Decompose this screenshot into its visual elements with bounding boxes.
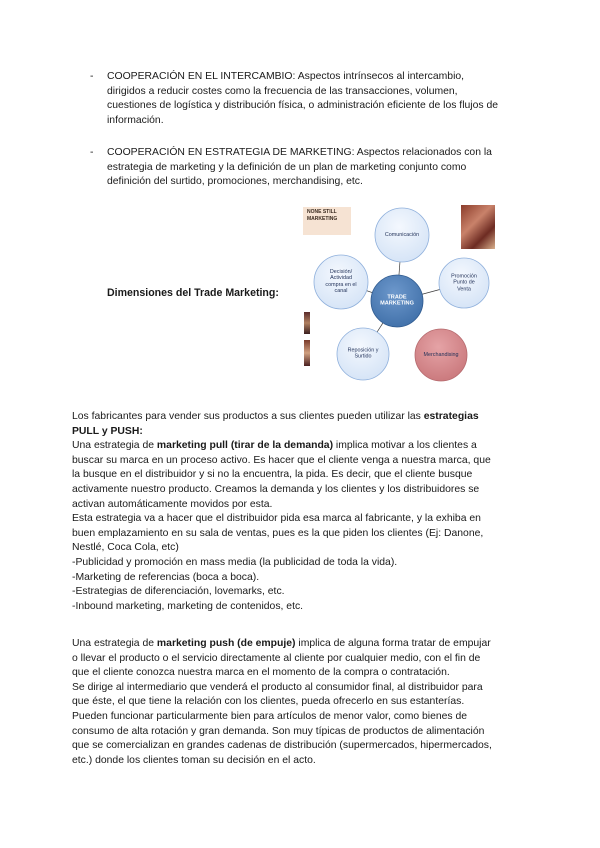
text-run: la busque en el distribuidor y si no la encuentra, la pida. Es decir, que el cliente busque [72, 469, 473, 481]
text-run: o llevar el producto o el servicio directamente al cliente por cualquier medio, con el fin de [72, 652, 481, 664]
paragraph-line [72, 512, 528, 527]
bullet-item-estrategia [90, 146, 530, 190]
paragraph-line [72, 571, 528, 586]
text-run: buen emplazamiento en su sala de ventas, pues es la que piden los clientes (Ej: Danone, [72, 527, 484, 539]
text-run: activan automáticamente movidos por esta. [72, 498, 273, 510]
text-run: -Marketing de referencias (boca a boca). [72, 571, 260, 583]
text-run: activamente nuestro producto. Creamos la demanda y los clientes y los distribuidores se [72, 483, 480, 495]
text-run: consumo de alta rotación y gran demanda. Son muy típicas de productos de alimentación [72, 725, 485, 737]
bullet-line: definición del surtido, promociones, merchandising, etc. [107, 176, 363, 188]
paragraph-line [72, 710, 528, 725]
text-run: que el cliente conozca nuestra marca en el momento de la compra o contratación. [72, 667, 450, 679]
paragraph-line [72, 410, 528, 425]
paragraph-line [72, 585, 528, 600]
trade-marketing-diagram [300, 200, 530, 390]
text-run: Una estrategia de [72, 638, 157, 649]
paragraph-line [72, 483, 528, 498]
paragraph-line [72, 637, 528, 652]
paragraph-line [72, 652, 528, 667]
paragraph-line [72, 541, 528, 556]
bold-text: marketing pull (tirar de la demanda) [156, 440, 334, 452]
text-run: etc.) donde los clientes toman su decisión en el acto. [72, 754, 316, 766]
text-run: implica motivar a los clientes a [333, 440, 477, 452]
bullet-dash: - [90, 147, 94, 158]
text-run: Una estrategia de [72, 440, 157, 452]
node-label-reposicion: Reposición y Surtido [347, 347, 379, 360]
bullet-line: información. [107, 114, 164, 126]
sticker-line: NONE STILL [307, 209, 337, 215]
bullet-item-intercambio [90, 70, 530, 128]
paragraph-line [72, 468, 528, 483]
text-run: que éste, el que tiene la relación con los clientes, pueda ofrecerlo en sus estanterías. [72, 696, 465, 708]
paragraph-line [72, 739, 528, 754]
bold-text: estrategias [423, 411, 479, 422]
paragraph-line [72, 556, 528, 571]
text-run: Se dirige al intermediario que venderá el producto al consumidor final, al distribuidor para [72, 681, 483, 693]
paragraph-line [72, 527, 528, 542]
text-run: Los fabricantes para vender sus productos a sus clientes pueden utilizar las [72, 411, 424, 422]
text-run: Esta estrategia va a hacer que el distribuidor pida esa marca al fabricante, y la exhiba en [72, 513, 481, 525]
node-label-center: TRADE MARKETING [380, 294, 414, 307]
text-run: -Inbound marketing, marketing de contenidos, etc. [72, 600, 304, 612]
text-run: que se comercializan en grandes cadenas de distribución (supermercados, hipermercados, [72, 740, 492, 752]
paragraph-push [72, 637, 528, 768]
bullet-line: COOPERACIÓN EN ESTRATEGIA DE MARKETING: Aspectos relacionados con la [107, 147, 492, 158]
paragraph-line [72, 666, 528, 681]
paragraph-line [72, 454, 528, 469]
text-run: Nestlé, Coca Cola, etc) [72, 542, 179, 554]
bullet-line: dirigidos a reducir costes como la frecuencia de las transacciones, volumen, [107, 85, 458, 97]
paragraph-line [72, 695, 528, 710]
text-run: -Publicidad y promoción en mass media (la publicidad de toda la vida). [72, 556, 398, 568]
bullet-line: estrategia de marketing y la definición de un plan de marketing conjunto como [107, 161, 467, 173]
bold-text: PULL y PUSH: [72, 425, 143, 437]
diagram-caption: Dimensiones del Trade Marketing: [107, 287, 279, 299]
bold-text: marketing push (de empuje) [156, 638, 296, 649]
node-label-merchandising: Merchandising [423, 351, 459, 358]
paragraph-line [72, 725, 528, 740]
paragraph-line [72, 439, 528, 454]
bullet-dash: - [90, 71, 94, 82]
paragraph-line [72, 681, 528, 696]
bullet-line: COOPERACIÓN EN EL INTERCAMBIO: Aspectos intrínsecos al intercambio, [107, 71, 465, 82]
paragraph-pull [72, 410, 528, 614]
text-run: Pueden funcionar particularmente bien para artículos de menor valor, como bienes de [72, 710, 468, 722]
node-label-comunicacion: Comunicación [384, 231, 420, 238]
text-run: buscar su marca en un proceso activo. Es hacer que el cliente venga a nuestra marca, que [72, 454, 491, 466]
sticker-line: MARKETING [307, 216, 338, 222]
node-label-promocion: Promoción Punto de Venta [451, 273, 477, 293]
node-label-decision: Decisión/ Actividad compra en el canal [325, 269, 357, 295]
bullet-line: cuestiones de logística y distribución física, o administración eficiente de los flujos de [107, 100, 499, 112]
paragraph-line [72, 498, 528, 513]
paragraph-line [72, 600, 528, 615]
paragraph-line [72, 754, 528, 769]
paragraph-line [72, 425, 528, 440]
text-run: implica de alguna forma tratar de empujar [295, 638, 491, 649]
text-run: -Estrategias de diferenciación, lovemarks, etc. [72, 586, 285, 598]
